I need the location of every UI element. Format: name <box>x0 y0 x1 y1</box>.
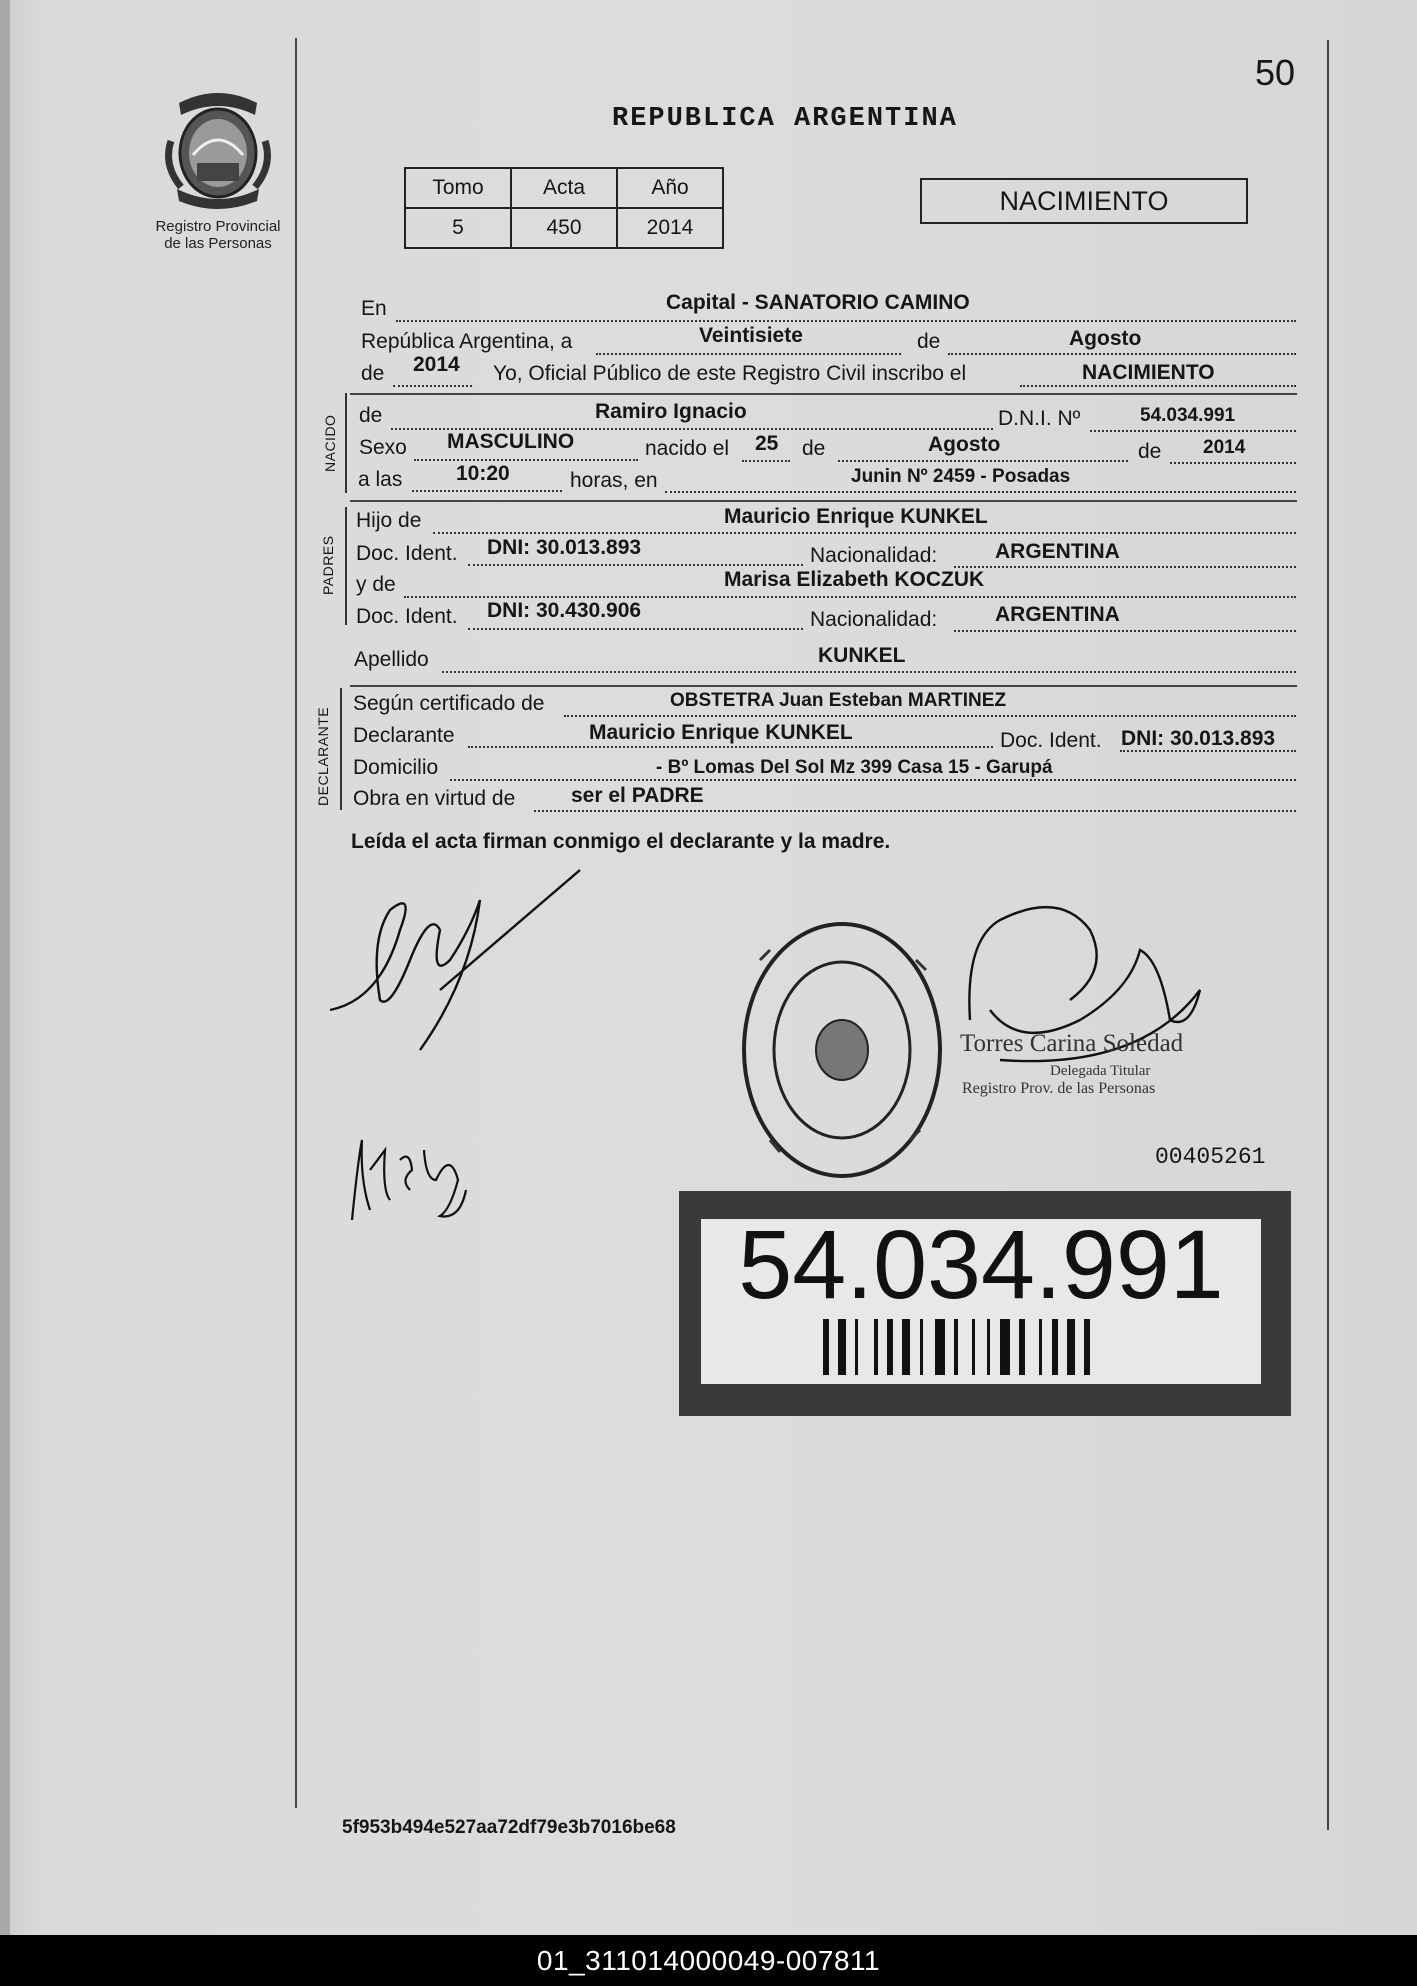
year-value: 2014 <box>413 353 460 376</box>
dotted-line <box>450 779 1296 781</box>
domicilio-label: Domicilio <box>353 756 439 779</box>
table-value-anio: 2014 <box>617 208 723 248</box>
mother-nationality-value: ARGENTINA <box>995 603 1120 626</box>
month-value: Agosto <box>1069 327 1142 350</box>
de-label: de <box>917 330 941 353</box>
apellido-label: Apellido <box>354 648 429 671</box>
serial-number: 00405261 <box>1155 1144 1266 1170</box>
nacionalidad-label: Nacionalidad: <box>810 544 938 567</box>
table-header-acta: Acta <box>511 168 617 208</box>
dni-sticker-inner <box>701 1210 1261 1384</box>
dotted-line <box>396 320 1296 322</box>
scan-edge <box>0 0 10 1935</box>
birth-day-value: 25 <box>755 432 779 455</box>
table-value-acta: 450 <box>511 208 617 248</box>
document-type-box: NACIMIENTO <box>920 178 1248 224</box>
dotted-line <box>468 564 803 566</box>
father-name-value: Mauricio Enrique KUNKEL <box>724 505 988 528</box>
page-title: REPUBLICA ARGENTINA <box>612 104 958 134</box>
sexo-value: MASCULINO <box>447 430 575 453</box>
cert-value: OBSTETRA Juan Esteban MARTINEZ <box>670 690 1007 711</box>
table-header-tomo: Tomo <box>405 168 511 208</box>
dotted-line <box>564 715 1296 717</box>
dotted-line <box>838 460 1128 462</box>
registry-table <box>404 167 724 249</box>
birth-place-value: Junin Nº 2459 - Posadas <box>851 466 1071 487</box>
declarante-section-label: DECLARANTE <box>315 706 331 806</box>
day-value: Veintisiete <box>699 324 803 347</box>
yde-label: y de <box>356 573 396 596</box>
mother-signature <box>340 1120 500 1230</box>
dni-sticker <box>679 1191 1291 1416</box>
document-hash: 5f953b494e527aa72df79e3b7016be68 <box>342 1817 676 1838</box>
file-identifier: 01_311014000049-007811 <box>0 1935 1417 1986</box>
mother-doc-value: DNI: 30.430.906 <box>487 599 642 622</box>
official-role: Delegada Titular <box>1050 1063 1151 1079</box>
declarante-label: Declarante <box>353 724 455 747</box>
dotted-line <box>665 491 1296 493</box>
registry-stamp <box>740 920 945 1180</box>
nacido-label: nacido el <box>645 437 730 460</box>
dotted-line <box>442 671 1296 673</box>
section-divider <box>350 393 1297 395</box>
republica-label: República Argentina, a <box>361 330 573 353</box>
doc-label: Doc. Ident. <box>1000 729 1102 752</box>
alas-label: a las <box>358 468 403 491</box>
de-label: de <box>802 437 826 460</box>
dotted-line <box>468 628 803 630</box>
officer-text: Yo, Oficial Público de este Registro Civil inscribo el <box>493 362 967 385</box>
dotted-line <box>954 566 1296 568</box>
table-header-anio: Año <box>617 168 723 208</box>
domicilio-value: - Bº Lomas Del Sol Mz 399 Casa 15 - Garupá <box>656 757 1053 778</box>
padres-section-label: PADRES <box>320 535 336 595</box>
declarante-value: Mauricio Enrique KUNKEL <box>589 721 853 744</box>
obra-label: Obra en virtud de <box>353 787 516 810</box>
dotted-line <box>393 385 472 387</box>
apellido-value: KUNKEL <box>818 644 906 667</box>
dotted-line <box>954 630 1296 632</box>
child-name-value: Ramiro Ignacio <box>595 400 747 423</box>
declarante-doc-value: DNI: 30.013.893 <box>1121 727 1276 750</box>
section-divider <box>350 500 1297 502</box>
dotted-line <box>1020 385 1296 387</box>
logo-caption-line2: de las Personas <box>164 235 272 252</box>
dotted-line <box>596 353 901 355</box>
de-label: de <box>361 362 385 385</box>
page-number: 50 <box>1255 52 1296 93</box>
section-bracket <box>345 507 347 625</box>
cert-label: Según certificado de <box>353 692 545 715</box>
doc-label: Doc. Ident. <box>356 542 458 565</box>
dotted-line <box>433 532 1296 534</box>
birth-month-value: Agosto <box>928 433 1001 456</box>
dotted-line <box>1170 462 1296 464</box>
barcode-icon <box>823 1319 1195 1375</box>
section-bracket <box>345 393 347 493</box>
time-value: 10:20 <box>456 462 510 485</box>
place-value: Capital - SANATORIO CAMINO <box>666 291 970 314</box>
sexo-label: Sexo <box>359 436 407 459</box>
de-label: de <box>1138 440 1162 463</box>
official-org: Registro Prov. de las Personas <box>962 1080 1156 1097</box>
table-value-tomo: 5 <box>405 208 511 248</box>
province-crest-icon <box>159 85 277 213</box>
dotted-line <box>1090 430 1296 432</box>
declarant-signature <box>320 850 600 1060</box>
right-margin-line <box>1327 40 1329 1830</box>
dni-label: D.N.I. Nº <box>998 407 1081 430</box>
nacionalidad-label: Nacionalidad: <box>810 608 938 631</box>
nacido-section-label: NACIDO <box>322 414 338 472</box>
section-divider <box>350 685 1297 687</box>
section-bracket <box>340 688 342 810</box>
doc-label: Doc. Ident. <box>356 605 458 628</box>
left-margin-line <box>295 38 297 1808</box>
hijo-label: Hijo de <box>356 509 422 532</box>
dotted-line <box>404 596 1296 598</box>
de-label: de <box>359 404 383 427</box>
child-dni-value: 54.034.991 <box>1140 405 1236 426</box>
dotted-line <box>948 353 1296 355</box>
dotted-line <box>742 460 790 462</box>
mother-name-value: Marisa Elizabeth KOCZUK <box>724 568 985 591</box>
father-nationality-value: ARGENTINA <box>995 540 1120 563</box>
event-value: NACIMIENTO <box>1082 361 1215 384</box>
official-name: Torres Carina Soledad <box>960 1030 1184 1057</box>
horas-label: horas, en <box>570 469 658 492</box>
birth-year-value: 2014 <box>1203 437 1246 458</box>
dotted-line <box>468 746 993 748</box>
obra-value: ser el PADRE <box>571 784 704 807</box>
dotted-line <box>534 810 1296 812</box>
en-label: En <box>361 297 387 320</box>
logo-caption-line1: Registro Provincial <box>155 218 281 235</box>
dotted-line <box>412 490 562 492</box>
father-doc-value: DNI: 30.013.893 <box>487 536 642 559</box>
closing-text: Leída el acta firman conmigo el declarante y la madre. <box>351 830 891 853</box>
registry-logo <box>143 85 293 252</box>
dotted-line <box>414 459 638 461</box>
dni-sticker-number: 54.034.991 <box>738 1210 1224 1319</box>
